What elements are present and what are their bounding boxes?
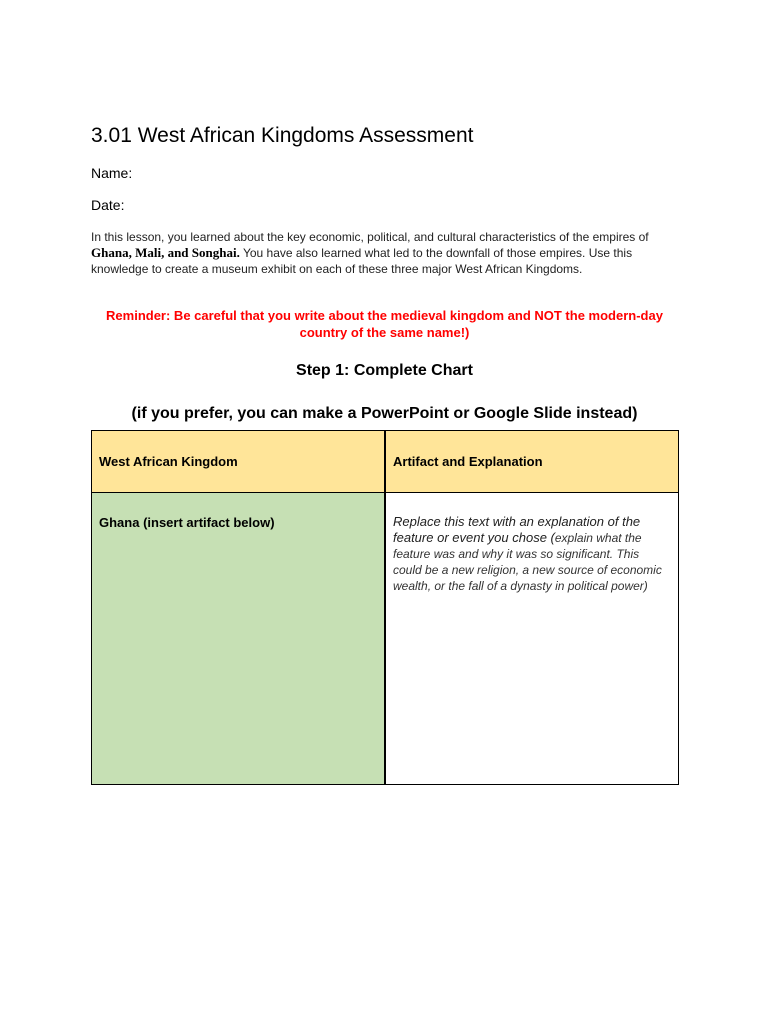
intro-text-start: In this lesson, you learned about the key economic, political, and cultural characteristics of the empires of xyxy=(91,230,649,244)
table-row xyxy=(92,493,679,785)
explanation-sub-text: explain what the feature was and why it was so significant. This could be a new religion, a new source of economic wealth, or the fall of a dynasty in political power) xyxy=(393,531,662,593)
intro-text-end: You have also learned what led to the downfall of those empires. Use this knowledge to create a museum exhibit on each of these three major West African Kingdoms. xyxy=(91,246,633,276)
step1-heading: Step 1: Complete Chart xyxy=(296,362,473,379)
name-field-label: Name: xyxy=(91,165,133,181)
explanation-cell-ghana[interactable] xyxy=(385,493,679,785)
header-kingdom: West African Kingdom xyxy=(92,431,386,493)
step1-note: (if you prefer, you can make a PowerPoint or Google Slide instead) xyxy=(131,405,638,422)
kingdom-chart-table xyxy=(91,430,679,785)
date-field-label: Date: xyxy=(91,197,125,213)
table-header-row xyxy=(92,431,679,493)
kingdom-cell-ghana[interactable]: Ghana (insert artifact below) xyxy=(92,493,386,785)
header-artifact: Artifact and Explanation xyxy=(385,431,679,493)
intro-kingdoms: Ghana, Mali, and Songhai. xyxy=(91,245,240,260)
explanation-main-text: Replace this text with an explanation of the feature or event you chose ( xyxy=(393,514,641,545)
intro-paragraph xyxy=(91,229,681,277)
reminder-text: Reminder: Be careful that you write about the medieval kingdom and NOT the modern-day country of the same name!) xyxy=(106,308,663,340)
page-title: 3.01 West African Kingdoms Assessment xyxy=(91,124,474,147)
